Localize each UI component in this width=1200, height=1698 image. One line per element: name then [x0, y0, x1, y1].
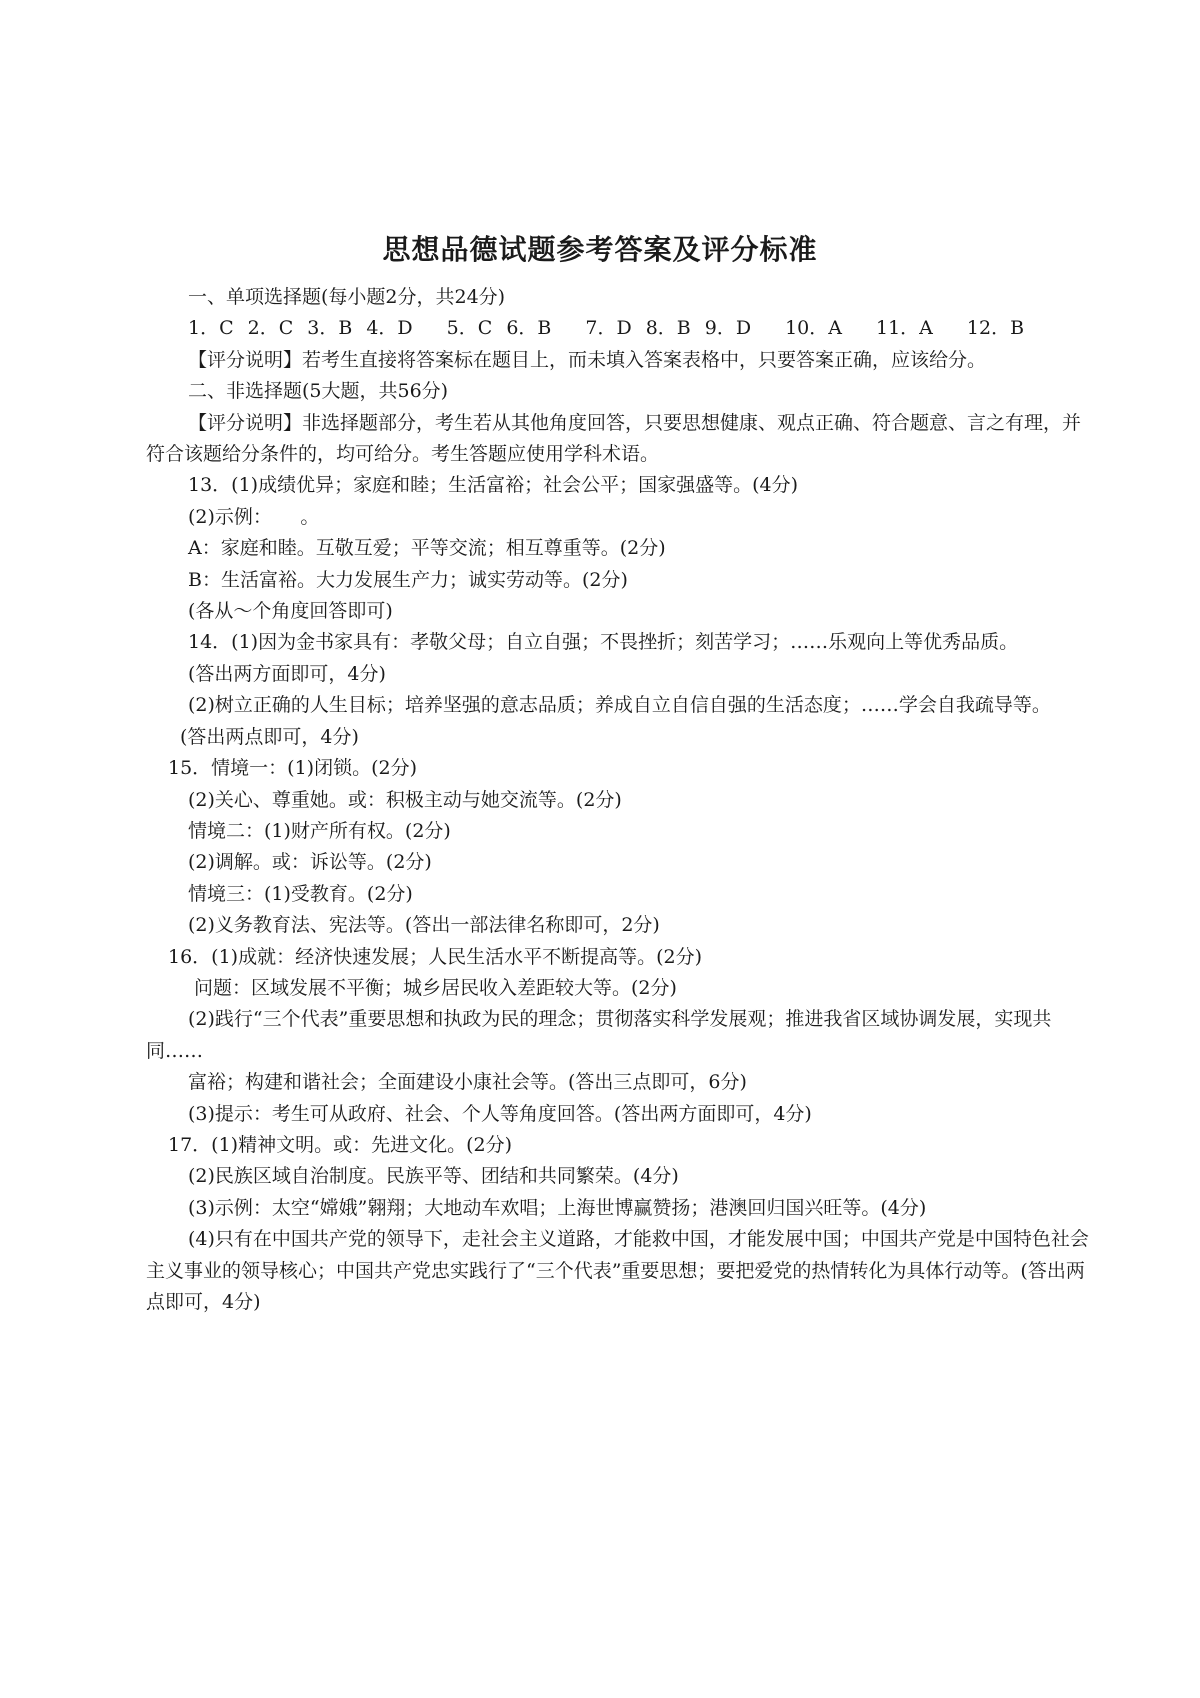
answer-15-scenario-3-1: 情境三：(1)受教育。(2分)	[188, 882, 413, 905]
mc-answer: 3．B	[307, 317, 353, 340]
answer-14-2-note: (答出两点即可，4分)	[180, 725, 359, 748]
answer-15-scenario-2-1: 情境二：(1)财产所有权。(2分)	[188, 819, 451, 842]
answer-13-2-b: B：生活富裕。大力发展生产力；诚实劳动等。(2分)	[188, 568, 628, 591]
answer-13-1: 13．(1)成绩优异；家庭和睦；生活富裕；社会公平；国家强盛等。(4分)	[188, 474, 799, 497]
section-one-heading: 一、单项选择题(每小题2分，共24分)	[188, 286, 506, 308]
mc-answer: 8．B	[645, 317, 691, 340]
answer-14-2: (2)树立正确的人生目标；培养坚强的意志品质；养成自立自信自强的生活态度；……学会自我疏导等。	[188, 694, 1051, 717]
mc-answer-row	[146, 313, 1094, 344]
mc-answer: 2．C	[247, 317, 294, 340]
mc-answer: 7．D	[585, 317, 632, 340]
answer-14-1-note: (答出两方面即可，4分)	[188, 662, 386, 685]
mc-answer: 5．C	[446, 317, 493, 340]
answer-17-4: (4)只有在中国共产党的领导下，走社会主义道路，才能救中国，才能发展中国；中国共产党是中国特色社会主义事业的领导核心；中国共产党忠实践行了“三个代表”重要思想；要把爱党的热情转化为具体行动等。(答出两点即可，4分)	[146, 1228, 1089, 1313]
answer-17-2: (2)民族区域自治制度。民族平等、团结和共同繁荣。(4分)	[188, 1165, 679, 1188]
answer-16-3: (3)提示：考生可从政府、社会、个人等角度回答。(答出两方面即可，4分)	[188, 1102, 812, 1125]
answer-15-scenario-1-2: (2)关心、尊重她。或：积极主动与她交流等。(2分)	[188, 788, 622, 811]
answer-15-scenario-2-2: (2)调解。或：诉讼等。(2分)	[188, 851, 432, 874]
mc-answer: 1．C	[188, 317, 234, 340]
answer-17-1: 17．(1)精神文明。或：先进文化。(2分)	[168, 1133, 513, 1156]
mc-answer: 12．B	[966, 317, 1025, 340]
mc-answer: 6．B	[506, 317, 552, 340]
answer-13-note: (各从～个角度回答即可)	[188, 600, 393, 623]
mc-answer: 10．A	[785, 317, 842, 340]
answer-body	[146, 282, 1094, 1318]
answer-13-2: (2)示例： 。	[188, 505, 320, 528]
mc-answer: 11．A	[876, 317, 933, 340]
mc-answer: 9．D	[704, 317, 752, 340]
answer-15-scenario-1-1: 15．情境一：(1)闭锁。(2分)	[168, 757, 418, 780]
answer-14-1: 14．(1)因为金书家具有：孝敬父母；自立自强；不畏挫折；刻苦学习；……乐观向上等优秀品质。	[188, 631, 1019, 654]
answer-17-3: (3)示例：太空“嫦娥”翱翔；大地动车欢唱；上海世博赢赞扬；港澳回归国兴旺等。(4分)	[188, 1196, 927, 1219]
document-title: 思想品德试题参考答案及评分标准	[382, 233, 818, 266]
answer-16-1-problem: 问题：区域发展不平衡；城乡居民收入差距较大等。(2分)	[194, 976, 677, 999]
scoring-note-two: 【评分说明】非选择题部分，考生若从其他角度回答，只要思想健康、观点正确、符合题意、言之有理，并符合该题给分条件的，均可给分。考生答题应使用学科术语。	[146, 411, 1082, 466]
answer-16-2: (2)践行“三个代表”重要思想和执政为民的理念；贯彻落实科学发展观；推进我省区域协调发展，实现共同……	[146, 1008, 1052, 1062]
answer-16-2-cont: 富裕；构建和谐社会；全面建设小康社会等。(答出三点即可，6分)	[188, 1071, 747, 1094]
answer-13-2-a: A：家庭和睦。互敬互爱；平等交流；相互尊重等。(2分)	[188, 537, 666, 560]
mc-answer: 4．D	[366, 317, 413, 340]
answer-16-1: 16．(1)成就：经济快速发展；人民生活水平不断提高等。(2分)	[168, 945, 703, 968]
scoring-note-one: 【评分说明】若考生直接将答案标在题目上，而未填入答案表格中，只要答案正确，应该给分。	[188, 348, 987, 371]
section-two-heading: 二、非选择题(5大题，共56分)	[188, 380, 449, 403]
answer-15-scenario-3-2: (2)义务教育法、宪法等。(答出一部法律名称即可，2分)	[188, 914, 660, 937]
